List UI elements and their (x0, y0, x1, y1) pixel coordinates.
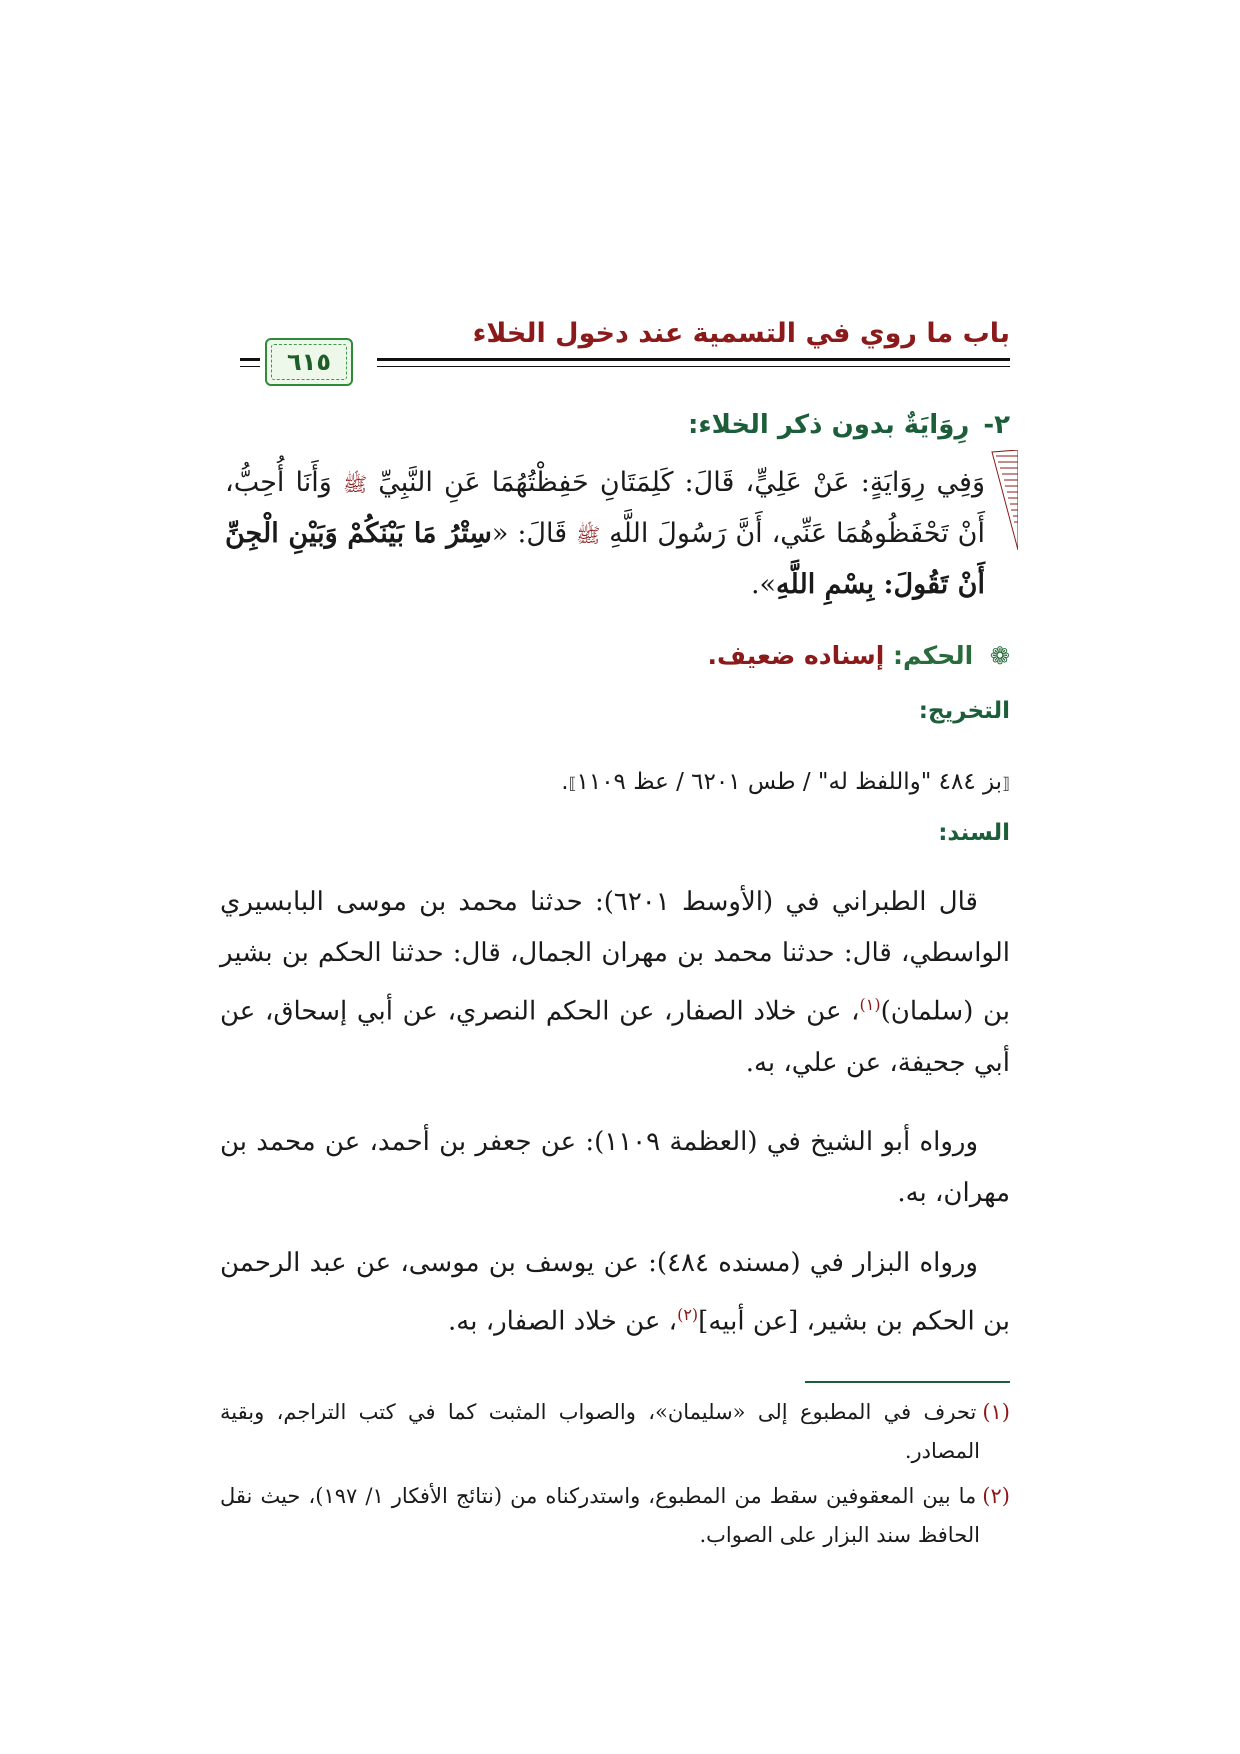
footnote-ref-2[interactable]: (٢) (677, 1305, 699, 1324)
narration-part-4: ». (750, 569, 777, 600)
page-number-badge (265, 338, 353, 386)
footnotes (220, 1393, 1010, 1561)
paragraph-abu-al-shaykh (220, 1117, 1010, 1219)
takhrij-heading: التخريج: (918, 698, 1010, 724)
footnote-separator (805, 1381, 1010, 1383)
ruling-label: الحكم: (893, 641, 974, 670)
footnote-2-text: ما بين المعقوفين سقط من المطبوع، واستدركناه من (نتائج الأفكار ١/ ١٩٧)، حيث نقل الحافظ سند البزار على الصواب. (220, 1484, 980, 1547)
takhrij-end: . (561, 769, 569, 795)
takhrij-line (220, 762, 1010, 804)
header-rule-thick (377, 358, 1010, 361)
footnote-2 (220, 1477, 1010, 1555)
header-rule-thin (377, 366, 1010, 367)
paragraph-3-text-a: ورواه البزار في (مسنده ٤٨٤): عن يوسف بن موسى، عن عبد الرحمن بن الحكم بن بشير، [عن أبيه] (220, 1248, 1010, 1337)
footnote-ref-1[interactable]: (١) (859, 995, 881, 1014)
paragraph-1-text-b: ، عن خلاد الصفار، عن الحكم النصري، عن أبي إسحاق، عن أبي جحيفة، عن علي، به. (220, 996, 1010, 1078)
open-bracket-icon: ⟦ (1002, 774, 1010, 793)
sanad-heading: السند: (938, 820, 1010, 846)
corner-ornament-icon (990, 450, 1018, 550)
narration-part-1: وَفِي رِوَايَةٍ: عَنْ عَلِيٍّ، قَالَ: كَلِمَتَانِ حَفِظْتُهُمَا عَنِ النَّبِيِّ (378, 467, 985, 498)
footnote-2-number: (٢) (982, 1484, 1010, 1508)
paragraph-bazzar (220, 1238, 1010, 1348)
running-header-title: باب ما روي في التسمية عند دخول الخلاء (472, 318, 1010, 349)
footnote-1-text: تحرف في المطبوع إلى «سليمان»، والصواب المثبت كما في كتب التراجم، وبقية المصادر. (220, 1400, 980, 1463)
flower-ornament-icon: ❁ (989, 642, 1010, 670)
ruling-value: إسناده ضعيف. (707, 641, 885, 670)
section-number: ٢- (983, 410, 1010, 440)
close-bracket-icon: ⟧ (568, 774, 577, 793)
salawat-glyph-2: ﷺ (576, 523, 601, 547)
takhrij-text: بز ٤٨٤ "واللفظ له" / طس ٦٢٠١ / عظ ١١٠٩ (576, 769, 1003, 795)
footnote-1-number: (١) (982, 1400, 1010, 1424)
paragraph-1-text-a: قال الطبراني في (الأوسط ٦٢٠١): حدثنا محمد بن موسى البابسيري الواسطي، قال: حدثنا محمد بن مهران الجمال، قال: حدثنا الحكم بن بشير بن (سلمان) (220, 887, 1011, 1027)
header-rule-left-thin (240, 366, 260, 367)
hadith-narration (225, 458, 985, 610)
header-rule-left-thick (240, 358, 260, 361)
hadith-quote: سِتْرُ مَا بَيْنَكُمْ وَبَيْنِ الْجِنِّ أَنْ تَقُولَ: بِسْمِ اللَّهِ (225, 518, 985, 600)
narration-part-3: قَالَ: « (491, 518, 568, 549)
section-heading (220, 410, 1010, 440)
paragraph-3-text-b: ، عن خلاد الصفار، به. (448, 1306, 678, 1337)
salawat-glyph-1: ﷺ (342, 472, 368, 496)
page-number: ٦١٥ (287, 348, 331, 376)
section-title: رِوَايَةٌ بدون ذكر الخلاء: (687, 410, 970, 440)
narration-part-2: وَأَنَا أُحِبُّ، أَنْ تَحْفَظُوهُمَا عَنِّي، أَنَّ رَسُولَ اللَّهِ (225, 467, 985, 549)
paragraph-2-text: ورواه أبو الشيخ في (العظمة ١١٠٩): عن جعفر بن أحمد، عن محمد بن مهران، به. (220, 1127, 1010, 1208)
ruling-line (220, 636, 1010, 676)
paragraph-tabarani (220, 877, 1010, 1089)
footnote-1 (220, 1393, 1010, 1471)
